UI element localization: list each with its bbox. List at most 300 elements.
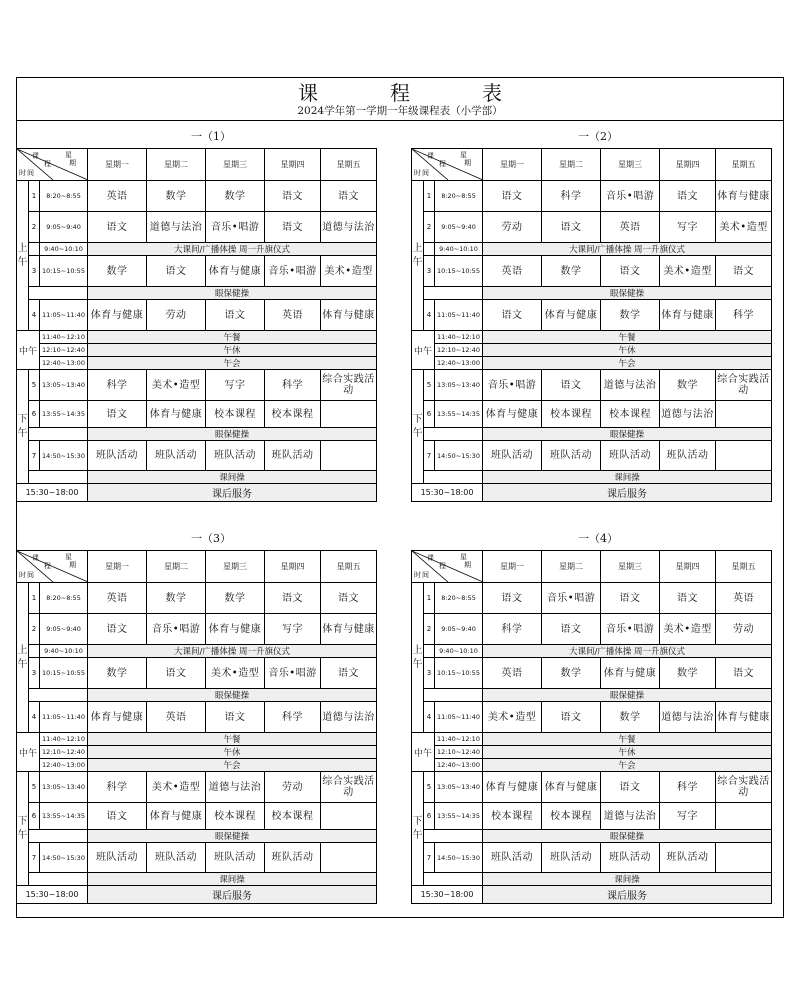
band-activity: 午会 xyxy=(88,759,377,772)
period-number: 6 xyxy=(29,401,40,428)
table-row xyxy=(412,689,772,702)
band-spacer xyxy=(29,471,88,484)
class-timetable xyxy=(411,148,772,502)
table-row xyxy=(412,256,772,287)
corner-label: 星 xyxy=(460,553,467,561)
subject-cell: 语文 xyxy=(206,702,265,733)
subject-cell: 语文 xyxy=(716,256,772,287)
period-number: 6 xyxy=(29,803,40,830)
subject-cell: 英语 xyxy=(88,181,147,212)
subject-cell: 语文 xyxy=(265,181,321,212)
subject-cell: 语文 xyxy=(542,614,601,645)
table-row xyxy=(412,428,772,441)
subject-cell: 体育与健康 xyxy=(88,702,147,733)
table-row xyxy=(17,702,377,733)
corner-label: 间 xyxy=(27,571,34,579)
subject-cell: 数学 xyxy=(542,658,601,689)
after-school-time: 15:30~18:00 xyxy=(17,484,88,502)
band-time: 12:10~12:40 xyxy=(40,746,88,759)
period-number: 7 xyxy=(424,843,435,873)
subject-cell: 班队活动 xyxy=(483,441,542,471)
subject-cell: 班队活动 xyxy=(542,441,601,471)
table-row xyxy=(412,181,772,212)
corner-label: 课 xyxy=(427,554,434,562)
corner-label: 星 xyxy=(65,553,72,561)
band-activity: 大课间/广播体操 周一升旗仪式 xyxy=(483,645,772,658)
day-header: 星期二 xyxy=(147,551,206,583)
subject-cell: 校本课程 xyxy=(206,803,265,830)
subject-cell: 体育与健康 xyxy=(716,702,772,733)
period-time: 13:05~13:40 xyxy=(435,370,483,401)
title-block xyxy=(17,78,783,121)
after-school-label: 课后服务 xyxy=(483,886,772,904)
class-name: 一（4） xyxy=(578,532,618,545)
period-time: 13:55~14:35 xyxy=(435,401,483,428)
table-row xyxy=(412,401,772,428)
half-day-morning xyxy=(412,583,424,733)
half-day-afternoon xyxy=(412,370,424,484)
header-corner xyxy=(17,551,88,583)
day-header: 星期二 xyxy=(542,551,601,583)
subject-cell: 写字 xyxy=(660,803,716,830)
table-row xyxy=(412,243,772,256)
header-corner xyxy=(412,149,483,181)
header-corner xyxy=(412,551,483,583)
subject-cell: 体育与健康 xyxy=(660,300,716,331)
period-number: 2 xyxy=(424,614,435,645)
period-time: 14:50~15:30 xyxy=(40,843,88,873)
period-time: 10:15~10:55 xyxy=(40,256,88,287)
corner-label: 时 xyxy=(414,169,421,177)
after-school-label: 课后服务 xyxy=(88,484,377,502)
half-day-noon: 中午 xyxy=(412,733,435,772)
band-activity: 午休 xyxy=(88,746,377,759)
subject-cell: 语文 xyxy=(321,181,377,212)
subject-cell: 数学 xyxy=(206,583,265,614)
day-header: 星期三 xyxy=(206,551,265,583)
table-row xyxy=(412,471,772,484)
day-header: 星期三 xyxy=(601,149,660,181)
band-time: 12:10~12:40 xyxy=(435,746,483,759)
subject-cell: 数学 xyxy=(206,181,265,212)
corner-label: 时 xyxy=(19,571,26,579)
period-number: 3 xyxy=(29,658,40,689)
class-name: 一（2） xyxy=(578,130,618,143)
corner-label: 程 xyxy=(44,562,51,570)
half-day-noon: 中午 xyxy=(412,331,435,370)
subject-cell xyxy=(321,401,377,428)
period-number: 1 xyxy=(29,181,40,212)
subject-cell: 语文 xyxy=(660,583,716,614)
subject-cell xyxy=(716,843,772,873)
subject-cell: 科学 xyxy=(265,370,321,401)
subject-cell xyxy=(321,803,377,830)
half-day-label: 午 xyxy=(17,427,28,439)
subject-cell: 语文 xyxy=(321,583,377,614)
period-number: 3 xyxy=(29,256,40,287)
table-row xyxy=(17,212,377,243)
subject-cell: 语文 xyxy=(601,583,660,614)
table-row xyxy=(412,583,772,614)
subject-cell: 语文 xyxy=(601,256,660,287)
table-row xyxy=(17,551,377,583)
period-number: 2 xyxy=(29,614,40,645)
period-time: 11:05~11:40 xyxy=(40,300,88,331)
subject-cell: 语文 xyxy=(716,658,772,689)
half-day-label: 午 xyxy=(17,256,28,268)
table-row xyxy=(412,843,772,873)
table-row xyxy=(17,886,377,904)
subject-cell: 语文 xyxy=(321,658,377,689)
subject-cell: 语文 xyxy=(88,401,147,428)
band-activity: 眼保健操 xyxy=(88,287,377,300)
band-time: 9:40~10:10 xyxy=(40,243,88,256)
subject-cell: 语文 xyxy=(88,614,147,645)
day-header: 星期四 xyxy=(265,149,321,181)
table-row xyxy=(17,484,377,502)
subject-cell: 数学 xyxy=(601,300,660,331)
period-time: 8:20~8:55 xyxy=(435,583,483,614)
table-row xyxy=(17,658,377,689)
band-spacer xyxy=(29,287,88,300)
corner-label: 时 xyxy=(414,571,421,579)
period-number: 1 xyxy=(424,583,435,614)
class-name: 一（3） xyxy=(191,532,231,545)
table-row xyxy=(17,428,377,441)
table-row xyxy=(412,733,772,746)
band-activity: 午休 xyxy=(483,746,772,759)
period-number: 3 xyxy=(424,658,435,689)
half-day-label: 午 xyxy=(412,829,423,841)
half-day-label: 午 xyxy=(412,256,423,268)
period-time: 13:55~14:35 xyxy=(40,803,88,830)
subject-cell: 美术•造型 xyxy=(147,772,206,803)
half-day-label: 下 xyxy=(17,413,28,425)
table-row xyxy=(17,344,377,357)
period-number xyxy=(424,645,435,658)
subject-cell: 语文 xyxy=(147,658,206,689)
subject-cell: 校本课程 xyxy=(601,401,660,428)
table-row xyxy=(17,331,377,344)
period-number: 4 xyxy=(29,300,40,331)
subject-cell: 体育与健康 xyxy=(147,803,206,830)
band-time: 12:40~13:00 xyxy=(435,357,483,370)
subject-cell: 体育与健康 xyxy=(206,256,265,287)
subject-cell: 道德与法治 xyxy=(206,772,265,803)
subject-cell: 美术•造型 xyxy=(716,212,772,243)
table-row xyxy=(17,873,377,886)
period-number xyxy=(29,645,40,658)
after-school-time: 15:30~18:00 xyxy=(412,886,483,904)
period-time: 10:15~10:55 xyxy=(40,658,88,689)
period-time: 14:50~15:30 xyxy=(40,441,88,471)
half-day-afternoon xyxy=(17,772,29,886)
subject-cell: 道德与法治 xyxy=(321,212,377,243)
day-header: 星期五 xyxy=(321,149,377,181)
after-school-label: 课后服务 xyxy=(483,484,772,502)
table-row xyxy=(17,733,377,746)
subject-cell: 语文 xyxy=(542,702,601,733)
table-row xyxy=(412,702,772,733)
period-number: 7 xyxy=(29,843,40,873)
subject-cell: 班队活动 xyxy=(601,441,660,471)
day-header: 星期四 xyxy=(660,551,716,583)
day-header: 星期五 xyxy=(716,149,772,181)
band-spacer xyxy=(424,287,483,300)
subject-cell: 道德与法治 xyxy=(147,212,206,243)
subject-cell: 数学 xyxy=(88,658,147,689)
period-number: 7 xyxy=(424,441,435,471)
band-activity: 眼保健操 xyxy=(483,689,772,702)
day-header: 星期四 xyxy=(660,149,716,181)
band-time: 12:40~13:00 xyxy=(40,759,88,772)
subject-cell: 科学 xyxy=(88,370,147,401)
subject-cell: 美术•造型 xyxy=(321,256,377,287)
subject-cell: 音乐•唱游 xyxy=(601,614,660,645)
document-subtitle: 2024学年第一学期一年级课程表（小学部） xyxy=(297,105,503,117)
corner-label: 间 xyxy=(422,169,429,177)
half-day-label: 上 xyxy=(17,242,28,254)
table-row xyxy=(17,471,377,484)
day-header: 星期一 xyxy=(88,551,147,583)
subject-cell: 劳动 xyxy=(265,772,321,803)
table-row xyxy=(412,370,772,401)
subject-cell: 美术•造型 xyxy=(483,702,542,733)
table-row xyxy=(412,357,772,370)
subject-cell: 音乐•唱游 xyxy=(483,370,542,401)
band-spacer xyxy=(424,428,483,441)
subject-cell: 校本课程 xyxy=(265,803,321,830)
band-activity: 眼保健操 xyxy=(483,287,772,300)
day-header: 星期三 xyxy=(601,551,660,583)
corner-label: 课 xyxy=(32,152,39,160)
table-row xyxy=(17,300,377,331)
subject-cell xyxy=(321,441,377,471)
subject-cell: 语文 xyxy=(660,181,716,212)
band-time: 12:10~12:40 xyxy=(435,344,483,357)
after-school-time: 15:30~18:00 xyxy=(17,886,88,904)
band-activity: 眼保健操 xyxy=(483,830,772,843)
subject-cell xyxy=(716,441,772,471)
subject-cell: 班队活动 xyxy=(206,843,265,873)
period-number xyxy=(29,243,40,256)
subject-cell: 英语 xyxy=(483,658,542,689)
day-header: 星期五 xyxy=(716,551,772,583)
period-time: 10:15~10:55 xyxy=(435,256,483,287)
subject-cell: 综合实践活动 xyxy=(321,772,377,803)
table-row xyxy=(17,689,377,702)
subject-cell: 道德与法治 xyxy=(321,702,377,733)
subject-cell xyxy=(716,401,772,428)
band-time: 12:40~13:00 xyxy=(435,759,483,772)
period-time: 8:20~8:55 xyxy=(40,583,88,614)
table-row xyxy=(412,287,772,300)
period-time: 10:15~10:55 xyxy=(435,658,483,689)
table-row xyxy=(412,759,772,772)
half-day-label: 午 xyxy=(17,829,28,841)
table-row xyxy=(412,149,772,181)
table-row xyxy=(17,287,377,300)
subject-cell: 体育与健康 xyxy=(321,300,377,331)
subject-cell: 道德与法治 xyxy=(660,702,716,733)
subject-cell xyxy=(716,803,772,830)
period-time: 9:05~9:40 xyxy=(435,212,483,243)
subject-cell: 语文 xyxy=(542,370,601,401)
table-row xyxy=(17,256,377,287)
period-time: 11:05~11:40 xyxy=(435,300,483,331)
subject-cell: 科学 xyxy=(660,772,716,803)
band-activity: 大课间/广播体操 周一升旗仪式 xyxy=(88,645,377,658)
corner-label: 时 xyxy=(19,169,26,177)
half-day-morning xyxy=(17,583,29,733)
subject-cell: 体育与健康 xyxy=(206,614,265,645)
subject-cell: 班队活动 xyxy=(660,441,716,471)
subject-cell: 体育与健康 xyxy=(321,614,377,645)
table-row xyxy=(412,803,772,830)
table-row xyxy=(17,772,377,803)
table-row xyxy=(17,803,377,830)
band-spacer xyxy=(29,873,88,886)
subject-cell: 体育与健康 xyxy=(542,300,601,331)
period-number: 1 xyxy=(29,583,40,614)
table-row xyxy=(412,300,772,331)
corner-label: 程 xyxy=(44,160,51,168)
subject-cell: 综合实践活动 xyxy=(716,370,772,401)
table-row xyxy=(17,759,377,772)
subject-cell: 校本课程 xyxy=(483,803,542,830)
band-spacer xyxy=(424,471,483,484)
subject-cell: 音乐•唱游 xyxy=(601,181,660,212)
subject-cell: 校本课程 xyxy=(206,401,265,428)
period-number: 4 xyxy=(424,702,435,733)
day-header: 星期一 xyxy=(88,149,147,181)
table-row xyxy=(17,370,377,401)
half-day-label: 午 xyxy=(412,427,423,439)
band-activity: 大课间/广播体操 周一升旗仪式 xyxy=(483,243,772,256)
subject-cell: 班队活动 xyxy=(542,843,601,873)
subject-cell: 科学 xyxy=(265,702,321,733)
table-row xyxy=(17,645,377,658)
band-spacer xyxy=(29,830,88,843)
subject-cell: 音乐•唱游 xyxy=(542,583,601,614)
subject-cell: 美术•造型 xyxy=(147,370,206,401)
half-day-afternoon xyxy=(412,772,424,886)
table-row xyxy=(17,243,377,256)
table-row xyxy=(412,746,772,759)
subject-cell: 写字 xyxy=(206,370,265,401)
period-number: 3 xyxy=(424,256,435,287)
subject-cell: 科学 xyxy=(88,772,147,803)
header-corner xyxy=(17,149,88,181)
half-day-label: 下 xyxy=(412,815,423,827)
subject-cell: 英语 xyxy=(716,583,772,614)
period-time: 8:20~8:55 xyxy=(435,181,483,212)
table-row xyxy=(17,614,377,645)
half-day-label: 下 xyxy=(17,815,28,827)
day-header: 星期一 xyxy=(483,149,542,181)
subject-cell: 校本课程 xyxy=(542,401,601,428)
subject-cell: 班队活动 xyxy=(601,843,660,873)
band-activity: 课间操 xyxy=(88,471,377,484)
band-activity: 午餐 xyxy=(483,331,772,344)
table-row xyxy=(17,830,377,843)
subject-cell: 语文 xyxy=(88,212,147,243)
period-number: 1 xyxy=(424,181,435,212)
subject-cell: 语文 xyxy=(147,256,206,287)
table-row xyxy=(412,886,772,904)
period-time: 9:05~9:40 xyxy=(40,614,88,645)
subject-cell: 音乐•唱游 xyxy=(265,658,321,689)
after-school-time: 15:30~18:00 xyxy=(412,484,483,502)
subject-cell: 班队活动 xyxy=(147,843,206,873)
period-number: 6 xyxy=(424,803,435,830)
period-time: 11:05~11:40 xyxy=(40,702,88,733)
subject-cell: 语文 xyxy=(483,583,542,614)
subject-cell: 道德与法治 xyxy=(601,370,660,401)
subject-cell: 数学 xyxy=(660,658,716,689)
band-activity: 午会 xyxy=(483,357,772,370)
class-timetable xyxy=(16,148,377,502)
period-number xyxy=(424,243,435,256)
subject-cell: 班队活动 xyxy=(265,843,321,873)
after-school-label: 课后服务 xyxy=(88,886,377,904)
subject-cell: 科学 xyxy=(483,614,542,645)
subject-cell: 班队活动 xyxy=(206,441,265,471)
table-row xyxy=(412,212,772,243)
subject-cell: 班队活动 xyxy=(88,843,147,873)
table-row xyxy=(412,658,772,689)
band-time: 9:40~10:10 xyxy=(40,645,88,658)
half-day-noon: 中午 xyxy=(17,331,40,370)
subject-cell: 语文 xyxy=(206,300,265,331)
subject-cell: 班队活动 xyxy=(660,843,716,873)
subject-cell: 道德与法治 xyxy=(660,401,716,428)
band-time: 9:40~10:10 xyxy=(435,645,483,658)
subject-cell: 音乐•唱游 xyxy=(147,614,206,645)
band-activity: 眼保健操 xyxy=(483,428,772,441)
corner-label: 期 xyxy=(69,159,76,167)
table-row xyxy=(412,873,772,886)
subject-cell: 体育与健康 xyxy=(601,658,660,689)
subject-cell: 体育与健康 xyxy=(483,772,542,803)
corner-label: 程 xyxy=(439,160,446,168)
schedule-sheet xyxy=(16,77,784,918)
table-row xyxy=(17,441,377,471)
table-row xyxy=(17,401,377,428)
subject-cell: 班队活动 xyxy=(265,441,321,471)
table-row xyxy=(412,484,772,502)
corner-label: 程 xyxy=(439,562,446,570)
half-day-morning xyxy=(17,181,29,331)
band-time: 11:40~12:10 xyxy=(40,733,88,746)
band-time: 11:40~12:10 xyxy=(40,331,88,344)
subject-cell: 语文 xyxy=(483,181,542,212)
subject-cell: 体育与健康 xyxy=(147,401,206,428)
half-day-label: 下 xyxy=(412,413,423,425)
band-spacer xyxy=(424,689,483,702)
subject-cell: 音乐•唱游 xyxy=(206,212,265,243)
table-row xyxy=(17,746,377,759)
period-number: 4 xyxy=(424,300,435,331)
band-activity: 大课间/广播体操 周一升旗仪式 xyxy=(88,243,377,256)
band-activity: 午会 xyxy=(483,759,772,772)
subject-cell: 语文 xyxy=(265,583,321,614)
subject-cell: 英语 xyxy=(265,300,321,331)
period-number: 6 xyxy=(424,401,435,428)
subject-cell: 英语 xyxy=(147,702,206,733)
day-header: 星期一 xyxy=(483,551,542,583)
table-row xyxy=(17,149,377,181)
